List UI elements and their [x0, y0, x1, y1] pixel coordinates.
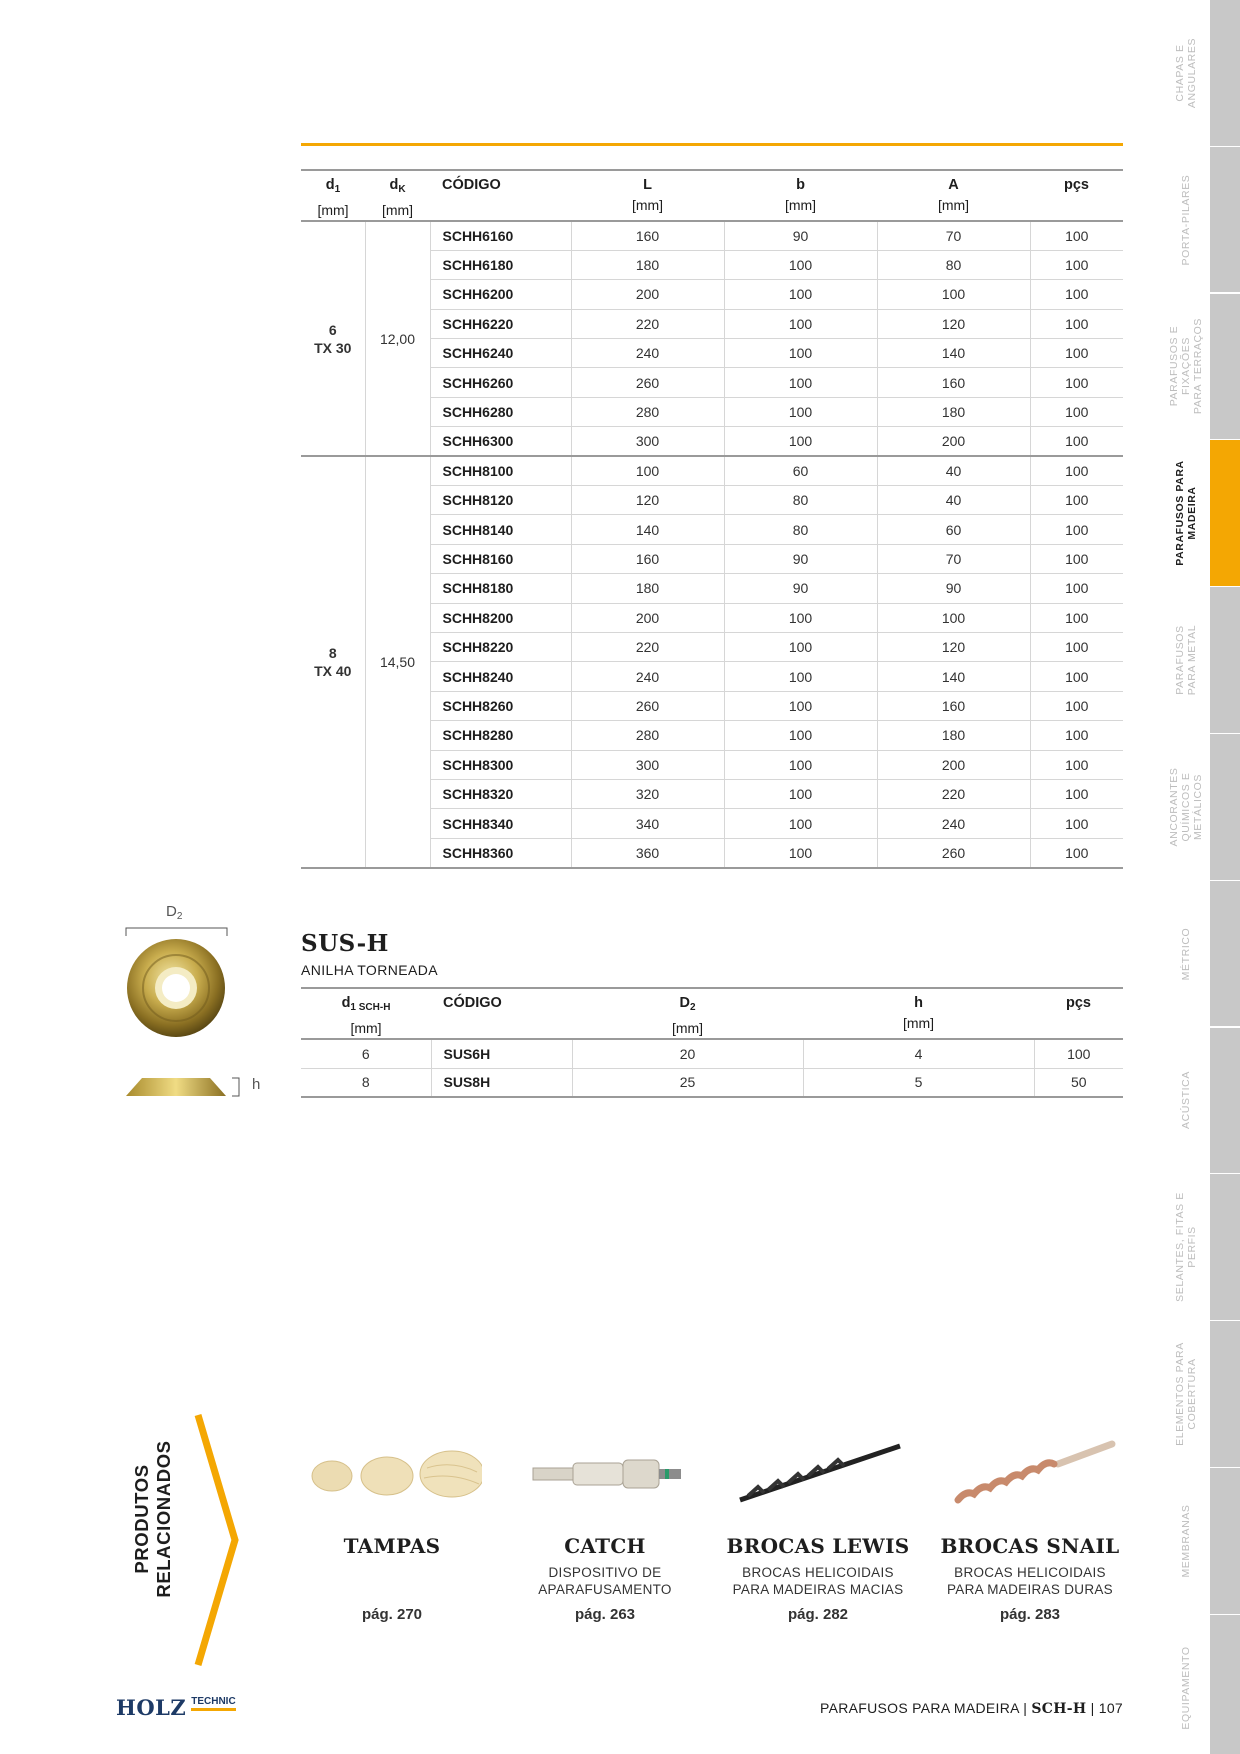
thread-length-cell: 100: [724, 427, 877, 456]
thread-length-cell: 100: [724, 368, 877, 397]
length-cell: 220: [571, 309, 724, 338]
length-cell: 100: [571, 456, 724, 485]
snail-drill-bit-image: [935, 1425, 1125, 1520]
sidebar-tab-label: PORTA-PILARES: [1180, 174, 1192, 265]
a-cell: 140: [877, 339, 1030, 368]
sidebar-tab[interactable]: [1210, 1615, 1240, 1754]
product-name: CATCH: [564, 1534, 646, 1558]
sus-h-product-table: [301, 987, 1123, 1098]
pieces-cell: 100: [1030, 750, 1123, 779]
pieces-cell: 100: [1030, 603, 1123, 632]
length-cell: 140: [571, 515, 724, 544]
thread-length-cell: 100: [724, 691, 877, 720]
a-cell: 200: [877, 750, 1030, 779]
d1-cell: 6: [301, 1039, 431, 1068]
pieces-cell: 100: [1030, 838, 1123, 867]
washer-diagram: [120, 918, 240, 1098]
code-cell: SCHH6280: [430, 397, 571, 426]
product-page-link[interactable]: pág. 263: [574, 1606, 636, 1623]
product-desc: DISPOSITIVO DE APARAFUSAMENTO: [538, 1565, 672, 1597]
sidebar-tab-label: CHAPAS E ANGULARES: [1174, 37, 1198, 108]
length-cell: 200: [571, 603, 724, 632]
a-cell: 260: [877, 838, 1030, 867]
pieces-cell: 100: [1030, 339, 1123, 368]
thread-length-cell: 100: [724, 779, 877, 808]
table-row: [301, 456, 1123, 485]
length-cell: 180: [571, 250, 724, 279]
code-cell: SCHH8340: [430, 809, 571, 838]
pieces-cell: 100: [1030, 280, 1123, 309]
a-cell: 160: [877, 691, 1030, 720]
code-cell: SCHH6220: [430, 309, 571, 338]
code-cell: SCHH6300: [430, 427, 571, 456]
pieces-cell: 100: [1030, 779, 1123, 808]
thread-length-cell: 100: [724, 632, 877, 661]
sidebar-nav: [1210, 0, 1240, 1754]
code-cell: SCHH8220: [430, 632, 571, 661]
code-cell: SCHH8260: [430, 691, 571, 720]
wood-plugs-image: [297, 1425, 487, 1520]
code-cell: SCHH6180: [430, 250, 571, 279]
code-cell: SCHH8240: [430, 662, 571, 691]
sidebar-tab-label: PARAFUSOS PARA METAL: [1174, 624, 1198, 696]
a-cell: 240: [877, 809, 1030, 838]
pieces-cell: 50: [1034, 1068, 1123, 1097]
h-cell: 4: [803, 1039, 1034, 1068]
sidebar-tab[interactable]: [1210, 440, 1240, 586]
col-b: b [mm]: [784, 177, 817, 213]
sidebar-tab-label: ANCORANTES QUÍMICOS E METÁLICOS: [1168, 767, 1204, 847]
pieces-cell: 100: [1030, 662, 1123, 691]
thread-length-cell: 60: [724, 456, 877, 485]
col-L: L [mm]: [631, 177, 664, 213]
pieces-cell: 100: [1030, 456, 1123, 485]
product-name: BROCAS SNAIL: [940, 1534, 1120, 1558]
product-page-link[interactable]: pág. 282: [787, 1606, 849, 1623]
thread-length-cell: 100: [724, 309, 877, 338]
footer-section: PARAFUSOS PARA MADEIRA: [819, 1700, 1020, 1716]
sidebar-tab[interactable]: [1210, 294, 1240, 440]
footer-separator: |: [1023, 1700, 1028, 1716]
a-cell: 120: [877, 309, 1030, 338]
thread-length-cell: 90: [724, 544, 877, 573]
sidebar-tab-label: PARAFUSOS E FIXAÇÕES PARA TERRAÇOS: [1168, 318, 1204, 415]
col-d1: $d_{1 SCH-H}$ [mm]: [341, 995, 391, 1036]
thread-length-cell: 100: [724, 750, 877, 779]
length-cell: 300: [571, 750, 724, 779]
length-cell: 260: [571, 691, 724, 720]
code-cell: SCHH8280: [430, 721, 571, 750]
sidebar-tab-label: ACÚSTICA: [1180, 1071, 1192, 1130]
d1-cell: 8: [301, 1068, 431, 1097]
pieces-cell: 100: [1030, 250, 1123, 279]
product-name: BROCAS LEWIS: [726, 1534, 910, 1558]
thread-length-cell: 90: [724, 221, 877, 250]
product-desc: BROCAS HELICOIDAIS PARA MADEIRAS MACIAS: [732, 1565, 904, 1597]
a-cell: 120: [877, 632, 1030, 661]
sidebar-tab-label: MÉTRICO: [1180, 927, 1192, 980]
pieces-cell: 100: [1030, 721, 1123, 750]
d2-cell: 25: [572, 1068, 803, 1097]
length-cell: 300: [571, 427, 724, 456]
col-pcs: pçs: [1066, 995, 1091, 1011]
thread-length-cell: 100: [724, 250, 877, 279]
table-header-row: [301, 170, 1123, 221]
pieces-cell: 100: [1030, 544, 1123, 573]
a-cell: 70: [877, 544, 1030, 573]
related-products-heading: [118, 1402, 188, 1642]
chevron-right-icon: [193, 1412, 241, 1668]
thread-length-cell: 100: [724, 339, 877, 368]
pieces-cell: 100: [1030, 309, 1123, 338]
thread-length-cell: 100: [724, 397, 877, 426]
sidebar-tab[interactable]: [1210, 1321, 1240, 1467]
col-A: A [mm]: [937, 177, 970, 213]
col-dk: $d_K$ [mm]: [381, 177, 414, 218]
pieces-cell: 100: [1030, 574, 1123, 603]
code-cell: SCHH6260: [430, 368, 571, 397]
washer-title: SUS-H: [301, 930, 389, 957]
lewis-drill-bit-image: [723, 1425, 913, 1520]
sidebar-tab[interactable]: [1210, 1174, 1240, 1320]
thread-length-cell: 100: [724, 603, 877, 632]
h-cell: 5: [803, 1068, 1034, 1097]
sidebar-tab-label: MEMBRANAS: [1180, 1504, 1192, 1578]
code-cell: SUS6H: [431, 1039, 572, 1068]
thread-length-cell: 100: [724, 721, 877, 750]
col-d1: $d_1$ [mm]: [317, 177, 349, 218]
pieces-cell: 100: [1030, 691, 1123, 720]
length-cell: 340: [571, 809, 724, 838]
col-code: CÓDIGO: [443, 995, 502, 1011]
product-desc: [297, 1564, 487, 1598]
related-products-title: PRODUTOS RELACIONADOS: [131, 1440, 174, 1598]
table-row: [301, 1068, 1123, 1097]
a-cell: 180: [877, 721, 1030, 750]
pieces-cell: 100: [1030, 427, 1123, 456]
code-cell: SCHH8360: [430, 838, 571, 867]
thread-length-cell: 100: [724, 838, 877, 867]
col-code: CÓDIGO: [442, 177, 501, 193]
length-cell: 220: [571, 632, 724, 661]
footer-product: SCH-H: [1031, 1701, 1087, 1717]
sidebar-tab[interactable]: [1210, 1468, 1240, 1614]
thread-length-cell: 100: [724, 662, 877, 691]
a-cell: 80: [877, 250, 1030, 279]
length-cell: 240: [571, 339, 724, 368]
length-cell: 360: [571, 838, 724, 867]
page-footer: [820, 1700, 1123, 1717]
table-header-row: [301, 988, 1123, 1039]
group-head-diameter-cell: 14,50: [365, 456, 430, 867]
related-product-brocas-snail[interactable]: [935, 1425, 1125, 1623]
related-product-catch[interactable]: [510, 1425, 700, 1623]
related-product-tampas[interactable]: [297, 1425, 487, 1623]
logo-main-text: HOLZ: [116, 1695, 187, 1720]
code-cell: SCHH8320: [430, 779, 571, 808]
a-cell: 140: [877, 662, 1030, 691]
a-cell: 90: [877, 574, 1030, 603]
d2-cell: 20: [572, 1039, 803, 1068]
code-cell: SCHH8160: [430, 544, 571, 573]
washer-subtitle: ANILHA TORNEADA: [301, 962, 438, 978]
sidebar-tab-label: SELANTES, FITAS E PERFIS: [1174, 1192, 1198, 1303]
table-row: [301, 1039, 1123, 1068]
product-name: TAMPAS: [343, 1534, 441, 1558]
pieces-cell: 100: [1030, 809, 1123, 838]
d2-dimension-line: [126, 928, 227, 936]
product-desc: BROCAS HELICOIDAIS PARA MADEIRAS DURAS: [947, 1565, 1113, 1597]
a-cell: 160: [877, 368, 1030, 397]
table-row: [301, 221, 1123, 250]
code-cell: SCHH8300: [430, 750, 571, 779]
a-cell: 100: [877, 280, 1030, 309]
washer-side-view: [126, 1078, 226, 1096]
gold-divider: [301, 143, 1123, 146]
a-cell: 200: [877, 427, 1030, 456]
logo-sub-text: TECHNIC: [191, 1696, 235, 1711]
code-cell: SCHH6160: [430, 221, 571, 250]
thread-length-cell: 80: [724, 515, 877, 544]
pieces-cell: 100: [1034, 1039, 1123, 1068]
product-page-link[interactable]: pág. 270: [361, 1606, 423, 1623]
length-cell: 160: [571, 221, 724, 250]
d2-dimension-label: $D_2$: [166, 903, 183, 922]
sch-h-product-table: [301, 169, 1123, 869]
code-cell: SCHH8140: [430, 515, 571, 544]
a-cell: 60: [877, 515, 1030, 544]
thread-length-cell: 100: [724, 280, 877, 309]
col-pcs: pçs: [1064, 177, 1089, 193]
sidebar-tab[interactable]: [1210, 587, 1240, 733]
sidebar-tab-label: EQUIPAMENTO: [1180, 1645, 1192, 1730]
length-cell: 320: [571, 779, 724, 808]
code-cell: SCHH8200: [430, 603, 571, 632]
a-cell: 180: [877, 397, 1030, 426]
length-cell: 280: [571, 397, 724, 426]
pieces-cell: 100: [1030, 221, 1123, 250]
a-cell: 220: [877, 779, 1030, 808]
code-cell: SCHH8120: [430, 486, 571, 515]
code-cell: SCHH6240: [430, 339, 571, 368]
length-cell: 280: [571, 721, 724, 750]
pieces-cell: 100: [1030, 486, 1123, 515]
length-cell: 200: [571, 280, 724, 309]
a-cell: 40: [877, 486, 1030, 515]
length-cell: 180: [571, 574, 724, 603]
sidebar-tab[interactable]: [1210, 734, 1240, 880]
a-cell: 40: [877, 456, 1030, 485]
pieces-cell: 100: [1030, 515, 1123, 544]
sidebar-tab-label: ELEMENTOS PARA COBERTURA: [1174, 1342, 1198, 1446]
thread-length-cell: 90: [724, 574, 877, 603]
code-cell: SCHH8100: [430, 456, 571, 485]
thread-length-cell: 80: [724, 486, 877, 515]
holz-technic-logo: [116, 1695, 236, 1720]
page-number: 107: [1098, 1700, 1123, 1716]
sidebar-tab[interactable]: [1210, 1028, 1240, 1174]
length-cell: 120: [571, 486, 724, 515]
length-cell: 240: [571, 662, 724, 691]
group-head-diameter-cell: 12,00: [365, 221, 430, 456]
group-diameter-cell: 8 TX 40: [301, 456, 365, 867]
thread-length-cell: 100: [724, 809, 877, 838]
col-D2: $D_2$ [mm]: [671, 995, 704, 1036]
a-cell: 70: [877, 221, 1030, 250]
a-cell: 100: [877, 603, 1030, 632]
sidebar-tab-label: PARAFUSOS PARA MADEIRA: [1174, 460, 1198, 566]
code-cell: SCHH8180: [430, 574, 571, 603]
pieces-cell: 100: [1030, 368, 1123, 397]
pieces-cell: 100: [1030, 632, 1123, 661]
group-diameter-cell: 6 TX 30: [301, 221, 365, 456]
length-cell: 160: [571, 544, 724, 573]
footer-separator: |: [1090, 1700, 1095, 1716]
h-dimension-label: h: [252, 1076, 261, 1093]
code-cell: SCHH6200: [430, 280, 571, 309]
sidebar-tab[interactable]: [1210, 881, 1240, 1027]
product-page-link[interactable]: pág. 283: [999, 1606, 1061, 1623]
related-product-brocas-lewis[interactable]: [723, 1425, 913, 1623]
col-h: h [mm]: [902, 995, 935, 1031]
sidebar-tab[interactable]: [1210, 0, 1240, 146]
sidebar-tab[interactable]: [1210, 147, 1240, 293]
code-cell: SUS8H: [431, 1068, 572, 1097]
length-cell: 260: [571, 368, 724, 397]
pieces-cell: 100: [1030, 397, 1123, 426]
screw-catch-image: [510, 1425, 700, 1520]
